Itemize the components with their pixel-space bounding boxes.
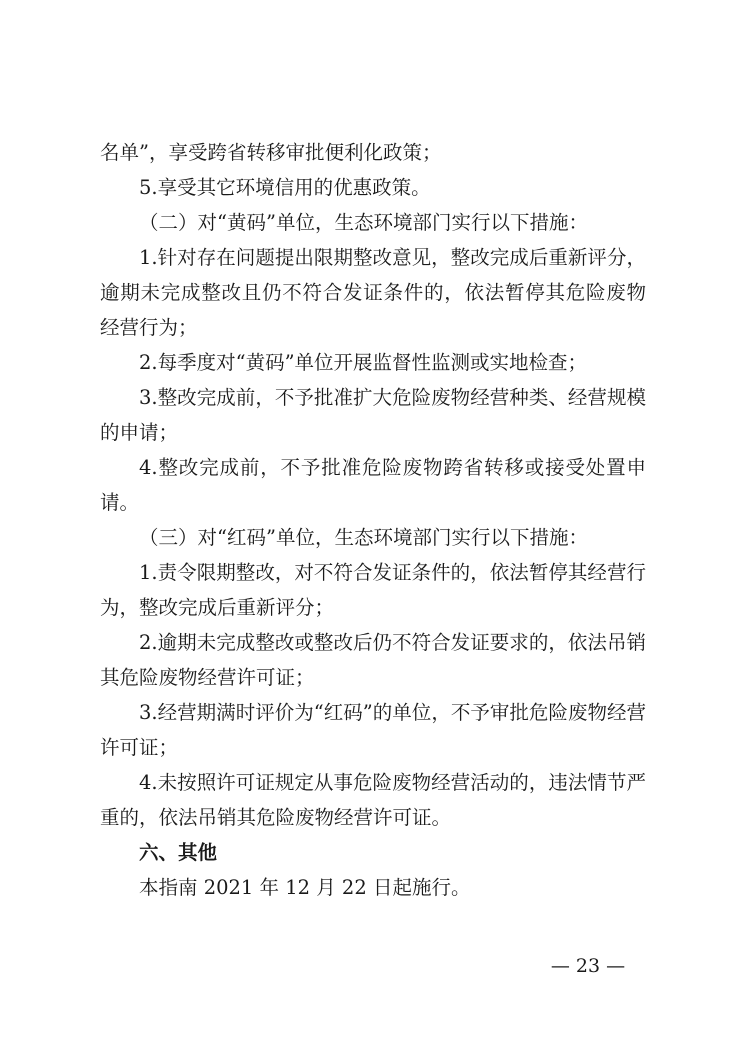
text-line: 3.整改完成前，不予批准扩大危险废物经营种类、经营规模 [139,386,646,409]
text-line: 2.逾期未完成整改或整改后仍不符合发证要求的，依法吊销 [139,631,646,654]
text-line: 名单”，享受跨省转移审批便利化政策； [100,141,442,164]
text-line: 许可证； [100,736,179,759]
text-line: 逾期未完成整改且仍不符合发证条件的，依法暂停其危险废物 [100,281,646,304]
text-line: 重的，依法吊销其危险废物经营许可证。 [100,806,452,829]
text-line: 3.经营期满时评价为“红码”的单位，不予审批危险废物经营 [139,701,646,724]
text-line: 其危险废物经营许可证； [100,666,315,689]
text-line: 本指南 2021 年 12 月 22 日起施行。 [139,876,471,899]
text-line: 2.每季度对“黄码”单位开展监督性监测或实地检查； [139,351,588,374]
section-heading-red: （三）对“红码”单位，生态环境部门实行以下措施： [139,526,588,549]
section-heading-other: 六、其他 [139,841,218,864]
text-line: 请。 [100,491,140,514]
text-line: 1.责令限期整改，对不符合发证条件的，依法暂停其经营行 [139,561,646,584]
text-line: 为，整改完成后重新评分； [100,596,335,619]
text-line: 的申请； [100,421,179,444]
text-line: 4.整改完成前，不予批准危险废物跨省转移或接受处置申 [139,456,646,479]
text-line: 5.享受其它环境信用的优惠政策。 [139,176,431,199]
text-line: 4.未按照许可证规定从事危险废物经营活动的，违法情节严 [139,771,646,794]
page-number: — 23 — [550,955,626,977]
text-line: 经营行为； [100,316,198,339]
text-line: 1.针对存在问题提出限期整改意见，整改完成后重新评分， [139,246,646,269]
section-heading-yellow: （二）对“黄码”单位，生态环境部门实行以下措施： [139,211,588,234]
